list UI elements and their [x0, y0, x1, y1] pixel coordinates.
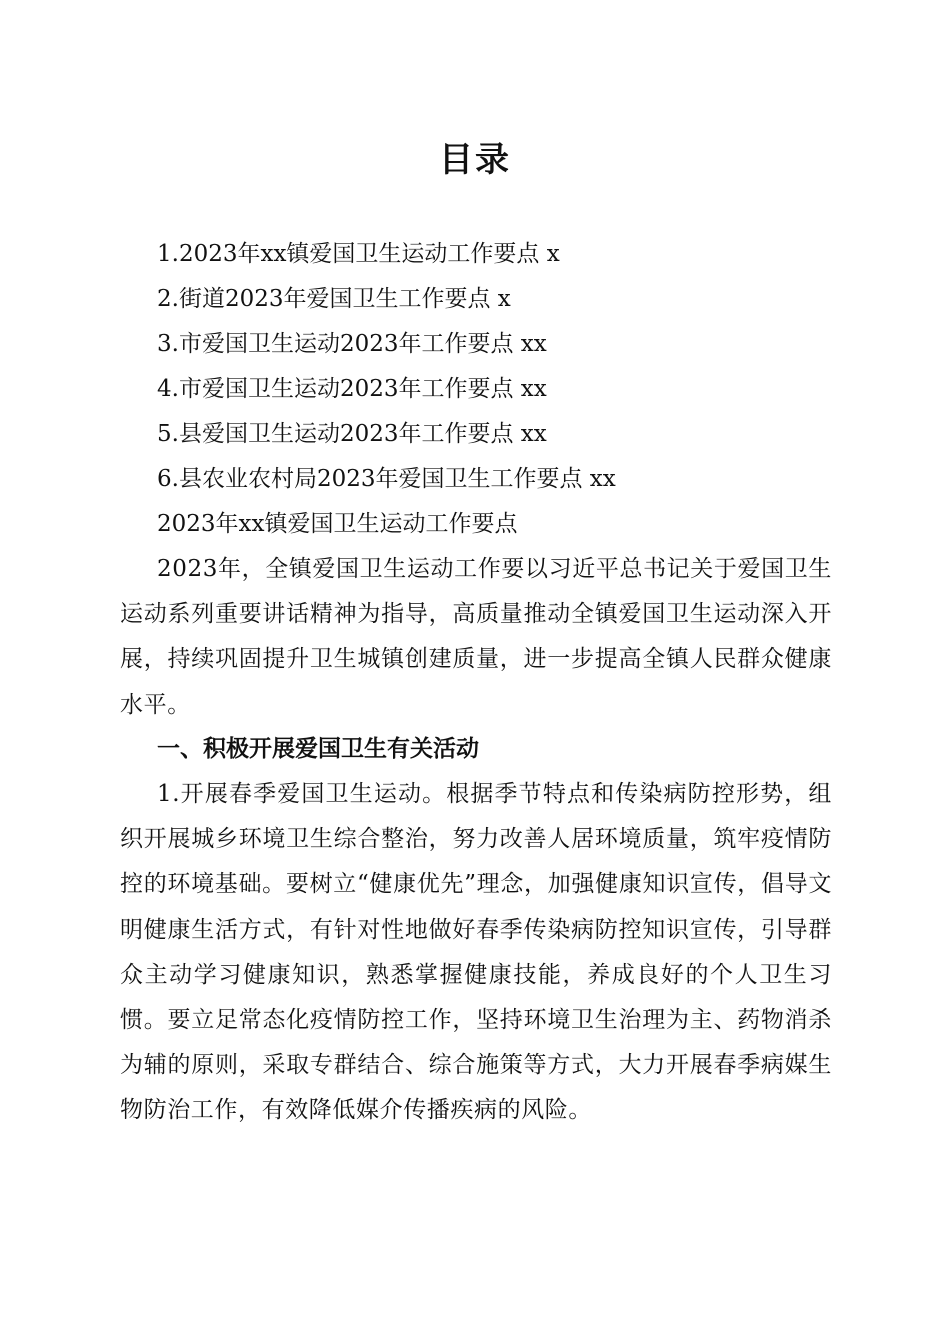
body-paragraph: 1.开展春季爱国卫生运动。根据季节特点和传染病防控形势，组织开展城乡环境卫生综合整治，努力改善人居环境质量，筑牢疫情防控的环境基础。要树立“健康优先”理念，加强健康知识宣传，倡导文明健康生活方式，有针对性地做好春季传染病防控知识宣传，引导群众主动学习健康知识，熟悉掌握健康技能，养成良好的个人卫生习惯。要立足常态化疫情防控工作，坚持环境卫生治理为主、药物消杀为辅的原则，采取专群结合、综合施策等方式，大力开展春季病媒生物防治工作，有效降低媒介传播疾病的风险。 — [120, 781, 832, 1124]
toc-item: 2.街道2023年爱国卫生工作要点 x — [157, 286, 511, 312]
page-title: 目录 — [439, 140, 511, 180]
intro-paragraph: 2023年，全镇爱国卫生运动工作要以习近平总书记关于爱国卫生运动系列重要讲话精神为指导，高质量推动全镇爱国卫生运动深入开展，持续巩固提升卫生城镇创建质量，进一步提高全镇人民群众健康水平。 — [120, 556, 832, 718]
document-title: 2023年xx镇爱国卫生运动工作要点 — [157, 511, 518, 537]
section-heading: 一、积极开展爱国卫生有关活动 — [157, 736, 479, 762]
table-of-contents — [157, 232, 857, 502]
toc-item: 4.市爱国卫生运动2023年工作要点 xx — [157, 376, 547, 402]
toc-item: 1.2023年xx镇爱国卫生运动工作要点 x — [157, 241, 560, 267]
toc-item: 3.市爱国卫生运动2023年工作要点 xx — [157, 331, 547, 357]
toc-item: 5.县爱国卫生运动2023年工作要点 xx — [157, 421, 547, 447]
toc-item: 6.县农业农村局2023年爱国卫生工作要点 xx — [157, 466, 616, 492]
